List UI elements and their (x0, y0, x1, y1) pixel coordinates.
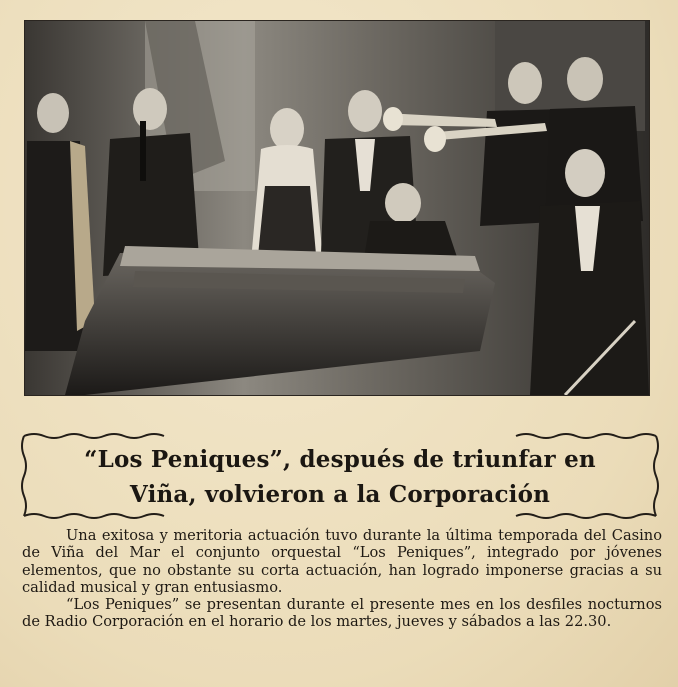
headline-line-1: “Los Peniques”, después de triunfar en (84, 446, 596, 473)
band-photograph (24, 20, 650, 396)
headline (20, 442, 660, 512)
article-body (22, 527, 662, 631)
headline-box (20, 428, 660, 522)
article-paragraph-2: “Los Peniques” se presentan durante el presente mes en los desfiles nocturnos de Radio Corporación en el horario de los martes, jueves y sábados a las 22.30. (22, 596, 662, 631)
article-paragraph-1: Una exitosa y meritoria actuación tuvo durante la última temporada del Casino de Viña del Mar el conjunto orquestal “Los Peniques”, integrado por jóvenes elementos, que no obstante su corta actuación, han logrado imponerse gracias a su calidad musical y gran entusiasmo. (22, 527, 662, 596)
headline-line-2: Viña, volvieron a la Corporación (129, 481, 551, 508)
